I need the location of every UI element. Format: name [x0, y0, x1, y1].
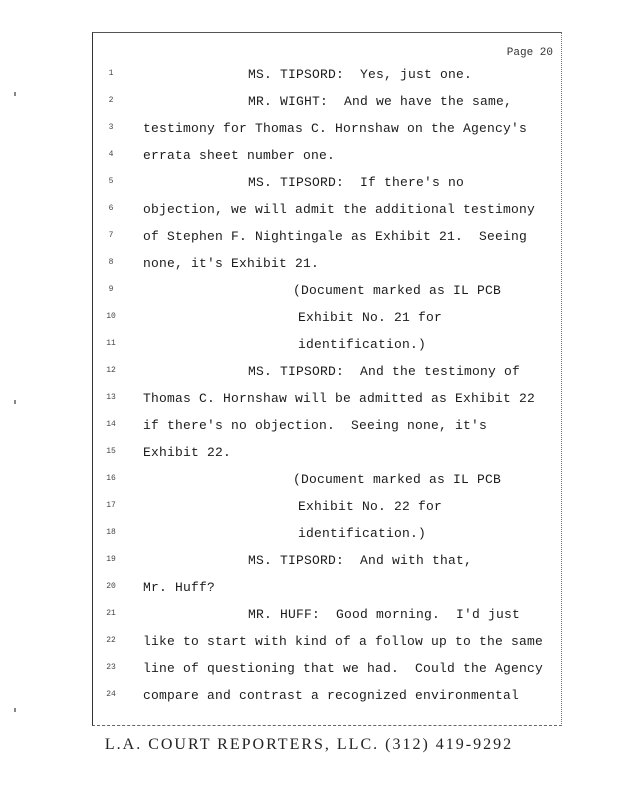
transcript-line	[93, 231, 561, 258]
line-number: 15	[106, 447, 116, 456]
line-text: (Document marked as IL PCB	[293, 283, 502, 298]
transcript-line	[93, 204, 561, 231]
line-text: objection, we will admit the additional testimony	[143, 202, 536, 217]
line-text: identification.)	[298, 526, 427, 541]
line-number: 1	[108, 69, 114, 78]
line-number: 13	[106, 393, 116, 402]
transcript-line	[93, 69, 561, 96]
line-text: compare and contrast a recognized environmental	[143, 688, 520, 703]
line-text: Exhibit No. 22 for	[298, 499, 443, 514]
transcript-line	[93, 366, 561, 393]
line-number: 2	[108, 96, 114, 105]
line-number: 10	[106, 312, 116, 321]
line-number: 12	[106, 366, 116, 375]
line-text: MR. HUFF: Good morning. I'd just	[248, 607, 521, 622]
transcript-line	[93, 339, 561, 366]
line-number: 3	[108, 123, 114, 132]
line-text: MS. TIPSORD: Yes, just one.	[248, 67, 473, 82]
transcript-line	[93, 258, 561, 285]
margin-mark	[14, 92, 16, 96]
line-text: Exhibit 22.	[143, 445, 232, 460]
transcript-line	[93, 663, 561, 690]
line-number: 24	[106, 690, 116, 699]
line-number: 18	[106, 528, 116, 537]
transcript-line	[93, 393, 561, 420]
transcript-page	[92, 32, 562, 726]
line-text: identification.)	[298, 337, 427, 352]
line-text: (Document marked as IL PCB	[293, 472, 502, 487]
line-text: line of questioning that we had. Could the Agency	[143, 661, 544, 676]
transcript-line	[93, 501, 561, 528]
transcript-line	[93, 474, 561, 501]
transcript-line	[93, 447, 561, 474]
line-text: MS. TIPSORD: If there's no	[248, 175, 465, 190]
line-number: 21	[106, 609, 116, 618]
line-text: Exhibit No. 21 for	[298, 310, 443, 325]
transcript-line	[93, 312, 561, 339]
transcript-line	[93, 555, 561, 582]
line-number: 20	[106, 582, 116, 591]
line-text: errata sheet number one.	[143, 148, 336, 163]
line-number: 23	[106, 663, 116, 672]
line-number: 16	[106, 474, 116, 483]
line-number: 7	[108, 231, 114, 240]
line-number: 5	[108, 177, 114, 186]
line-number: 14	[106, 420, 116, 429]
line-number: 9	[108, 285, 114, 294]
line-text: of Stephen F. Nightingale as Exhibit 21. Seeing	[143, 229, 528, 244]
transcript-line	[93, 690, 561, 717]
line-number: 17	[106, 501, 116, 510]
line-text: MR. WIGHT: And we have the same,	[248, 94, 513, 109]
line-text: MS. TIPSORD: And with that,	[248, 553, 473, 568]
line-text: Thomas C. Hornshaw will be admitted as Exhibit 22	[143, 391, 536, 406]
transcript-line	[93, 285, 561, 312]
page-number: Page 20	[506, 47, 553, 59]
line-number: 4	[108, 150, 114, 159]
transcript-line	[93, 177, 561, 204]
line-number: 19	[106, 555, 116, 564]
line-text: MS. TIPSORD: And the testimony of	[248, 364, 521, 379]
transcript-line	[93, 582, 561, 609]
line-number: 8	[108, 258, 114, 267]
line-number: 11	[106, 339, 116, 348]
line-text: none, it's Exhibit 21.	[143, 256, 320, 271]
transcript-line	[93, 609, 561, 636]
footer-reporter: L.A. COURT REPORTERS, LLC. (312) 419-9292	[104, 736, 514, 753]
line-text: testimony for Thomas C. Hornshaw on the Agency's	[143, 121, 528, 136]
line-number: 22	[106, 636, 116, 645]
line-text: Mr. Huff?	[143, 580, 216, 595]
margin-mark	[14, 708, 16, 712]
transcript-line	[93, 636, 561, 663]
line-text: if there's no objection. Seeing none, it's	[143, 418, 488, 433]
transcript-line	[93, 150, 561, 177]
transcript-line	[93, 528, 561, 555]
line-number: 6	[108, 204, 114, 213]
transcript-line	[93, 420, 561, 447]
transcript-line	[93, 96, 561, 123]
transcript-line	[93, 123, 561, 150]
line-text: like to start with kind of a follow up to the same	[143, 634, 544, 649]
margin-mark	[14, 400, 16, 404]
